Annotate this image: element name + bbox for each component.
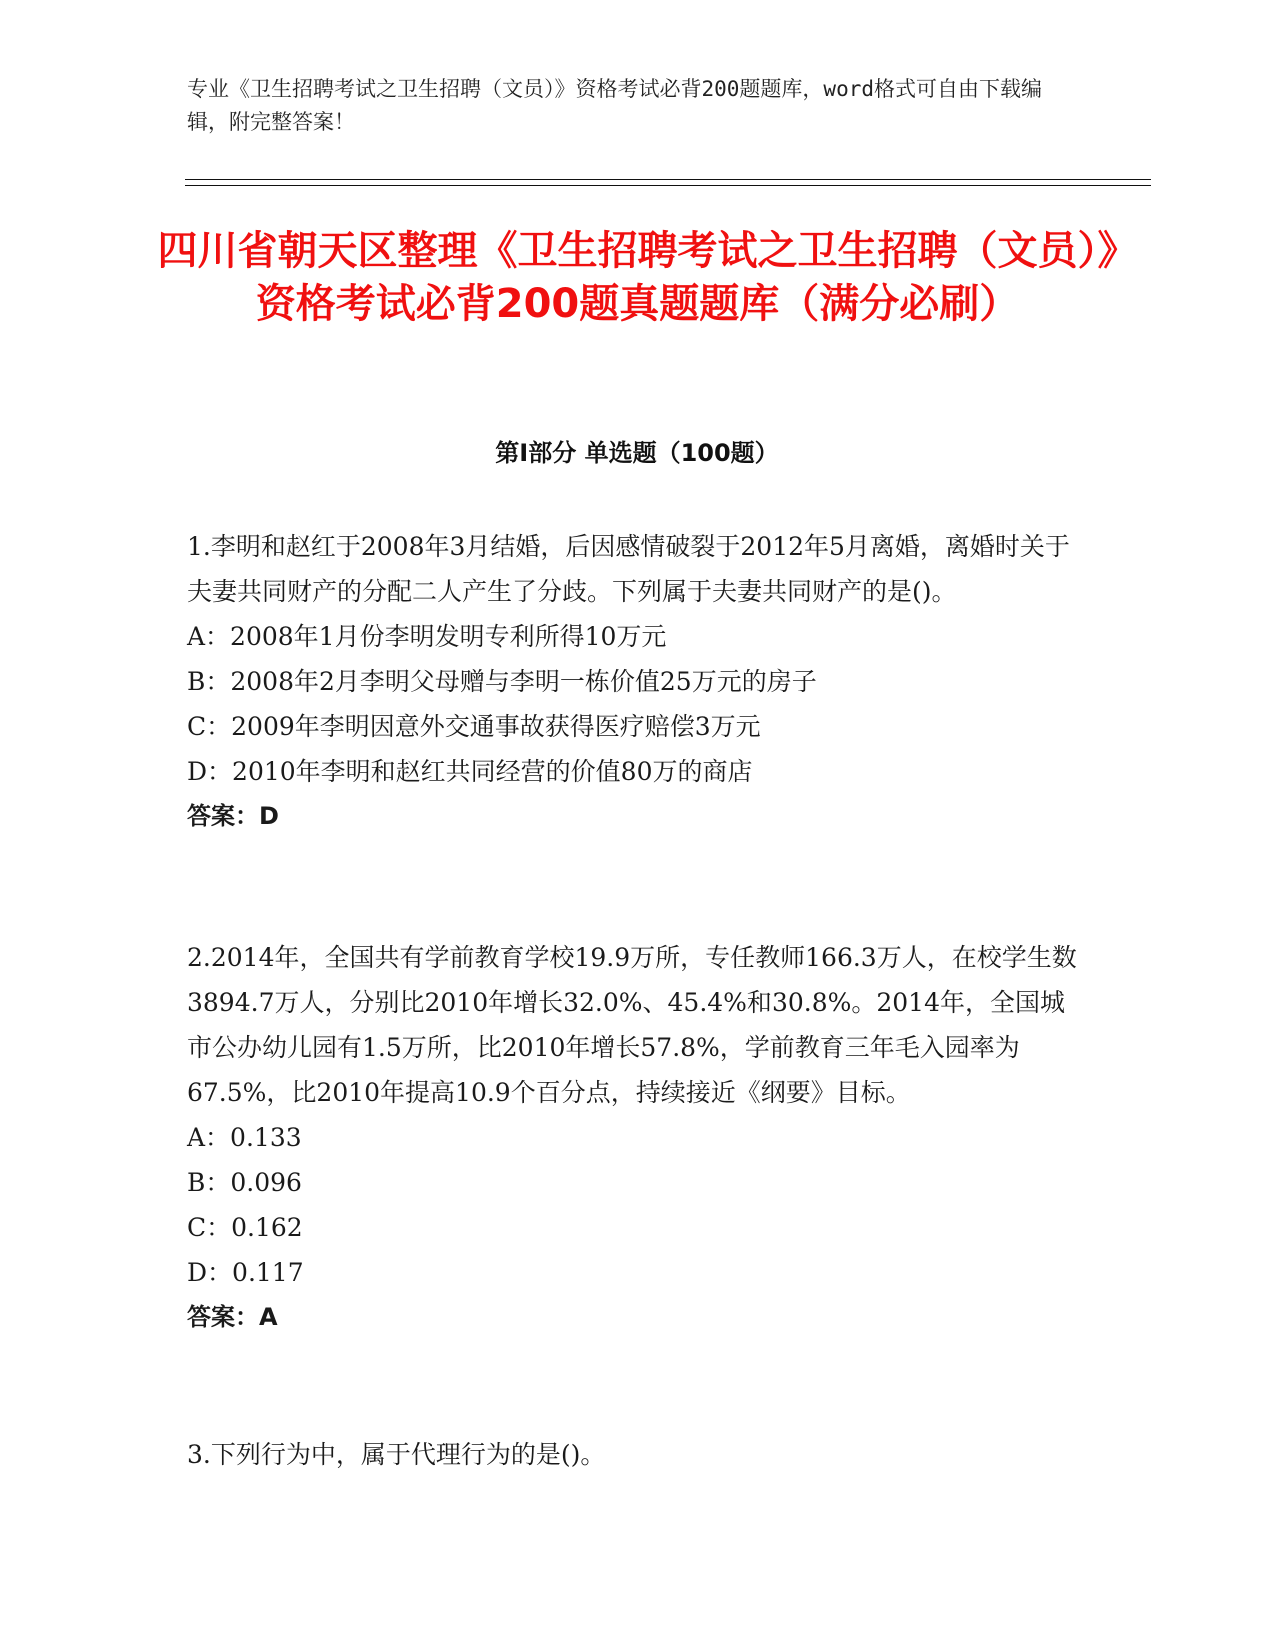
option-d: D：2010年李明和赵红共同经营的价值80万的商店 bbox=[187, 757, 753, 786]
question-1 bbox=[187, 524, 1087, 839]
header-divider-bottom bbox=[185, 185, 1151, 186]
option-a: A：0.133 bbox=[187, 1123, 302, 1152]
option-d: D：0.117 bbox=[187, 1258, 304, 1287]
header-divider-top bbox=[185, 179, 1151, 180]
answer: 答案：A bbox=[187, 1303, 278, 1331]
section-title: 第Ⅰ部分 单选题（100题） bbox=[495, 439, 779, 467]
option-c: C：2009年李明因意外交通事故获得医疗赔偿3万元 bbox=[187, 712, 761, 741]
option-a: A：2008年1月份李明发明专利所得10万元 bbox=[187, 622, 667, 651]
answer: 答案：D bbox=[187, 802, 279, 830]
header-note: 专业《卫生招聘考试之卫生招聘（文员）》资格考试必背200题题库，word格式可自由下载编辑，附完整答案！ bbox=[187, 77, 1042, 134]
question-stem: 3.下列行为中，属于代理行为的是()。 bbox=[187, 1440, 606, 1469]
option-b: B：0.096 bbox=[187, 1168, 302, 1197]
question-2 bbox=[187, 935, 1087, 1340]
document-title: 四川省朝天区整理《卫生招聘考试之卫生招聘（文员）》资格考试必背200题真题题库（满分必刷） bbox=[157, 228, 1118, 327]
question-stem: 1.李明和赵红于2008年3月结婚，后因感情破裂于2012年5月离婚，离婚时关于夫妻共同财产的分配二人产生了分歧。下列属于夫妻共同财产的是()。 bbox=[187, 532, 1070, 606]
option-c: C：0.162 bbox=[187, 1213, 303, 1242]
option-b: B：2008年2月李明父母赠与李明一栋价值25万元的房子 bbox=[187, 667, 817, 696]
question-stem: 2.2014年，全国共有学前教育学校19.9万所，专任教师166.3万人，在校学生数3894.7万人，分别比2010年增长32.0%、45.4%和30.8%。2014年，全国城市公办幼儿园有1.5万所，比2010年增长57.8%，学前教育三年毛入园率为67.5%，比2010年提高10.9个百分点，持续接近《纲要》目标。 bbox=[187, 943, 1077, 1107]
question-3 bbox=[187, 1432, 1087, 1477]
